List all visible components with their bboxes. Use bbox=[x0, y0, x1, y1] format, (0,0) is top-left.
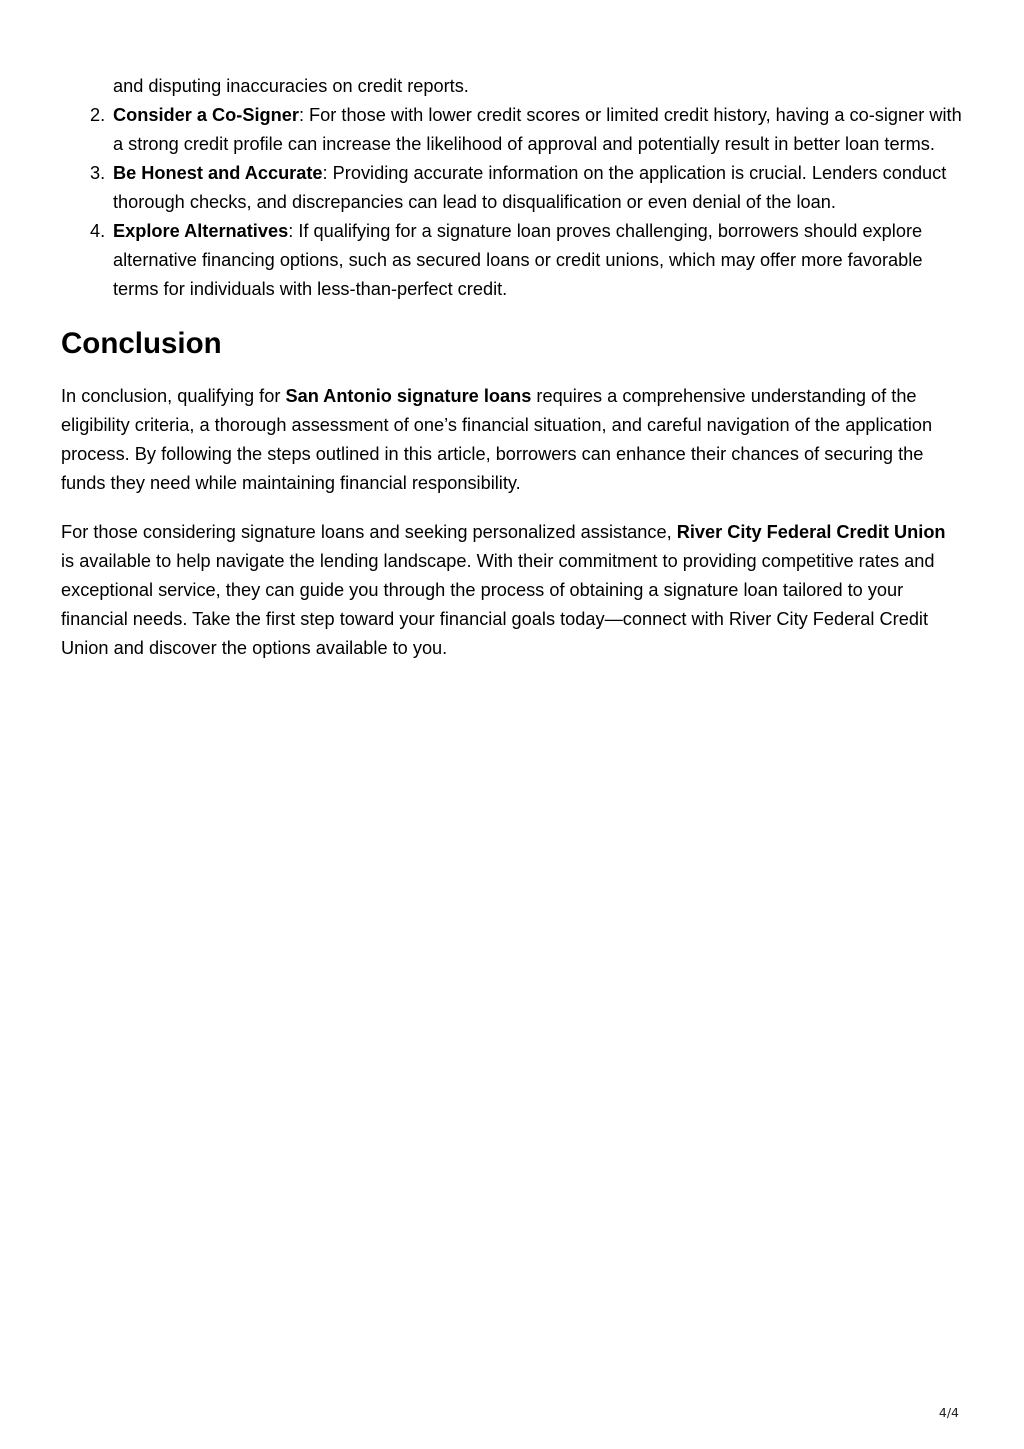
list-item-text: : If qualifying for a signature loan proves challenging, borrowers should explore alternative financing options, such as secured loans or credit unions, which may offer more favorable terms for individuals with less-than-perfect credit. bbox=[113, 221, 923, 299]
paragraph-text: In conclusion, qualifying for bbox=[61, 386, 286, 406]
list-item bbox=[61, 217, 963, 304]
list-item-text: : Providing accurate information on the application is crucial. Lenders conduct thorough checks, and discrepancies can lead to disqualification or even denial of the loan. bbox=[113, 163, 947, 212]
conclusion-paragraph-2 bbox=[61, 518, 963, 663]
list-item-text: : For those with lower credit scores or limited credit history, having a co-signer with a strong credit profile can increase the likelihood of approval and potentially result in better loan terms. bbox=[113, 105, 962, 154]
conclusion-heading: Conclusion bbox=[61, 327, 222, 360]
list-item bbox=[61, 101, 963, 159]
list-item-number: 4. bbox=[90, 221, 106, 241]
paragraph-text: For those considering signature loans and seeking personalized assistance, bbox=[61, 522, 677, 542]
steps-list bbox=[61, 101, 963, 304]
page-number: 4/4 bbox=[938, 1405, 959, 1420]
list-item-title: Explore Alternatives bbox=[113, 221, 289, 241]
conclusion-paragraph-1 bbox=[61, 382, 963, 498]
document-page bbox=[61, 72, 963, 683]
paragraph-text: requires a comprehensive understanding of the eligibility criteria, a thorough assessment of one’s financial situation, and careful navigation of the application process. By following the steps outlined in this article, borrowers can enhance their chances of securing the funds they need while maintaining financial responsibility. bbox=[61, 386, 933, 493]
list-item bbox=[61, 159, 963, 217]
river-city-credit-union-name: River City Federal Credit Union bbox=[676, 522, 946, 542]
list-item-title: Consider a Co-Signer bbox=[113, 105, 299, 125]
list-item-continuation: and disputing inaccuracies on credit reports. bbox=[113, 76, 469, 96]
list-item-number: 2. bbox=[90, 105, 106, 125]
paragraph-text: is available to help navigate the lending landscape. With their commitment to providing competitive rates and exceptional service, they can guide you through the process of obtaining a signature loan tailored to your financial needs. Take the first step toward your financial goals today—connect with River City Federal Credit Union and discover the options available to you. bbox=[61, 551, 935, 658]
san-antonio-signature-loans-link-text: San Antonio signature loans bbox=[285, 386, 532, 406]
list-item-number: 3. bbox=[90, 163, 106, 183]
list-item-title: Be Honest and Accurate bbox=[113, 163, 323, 183]
